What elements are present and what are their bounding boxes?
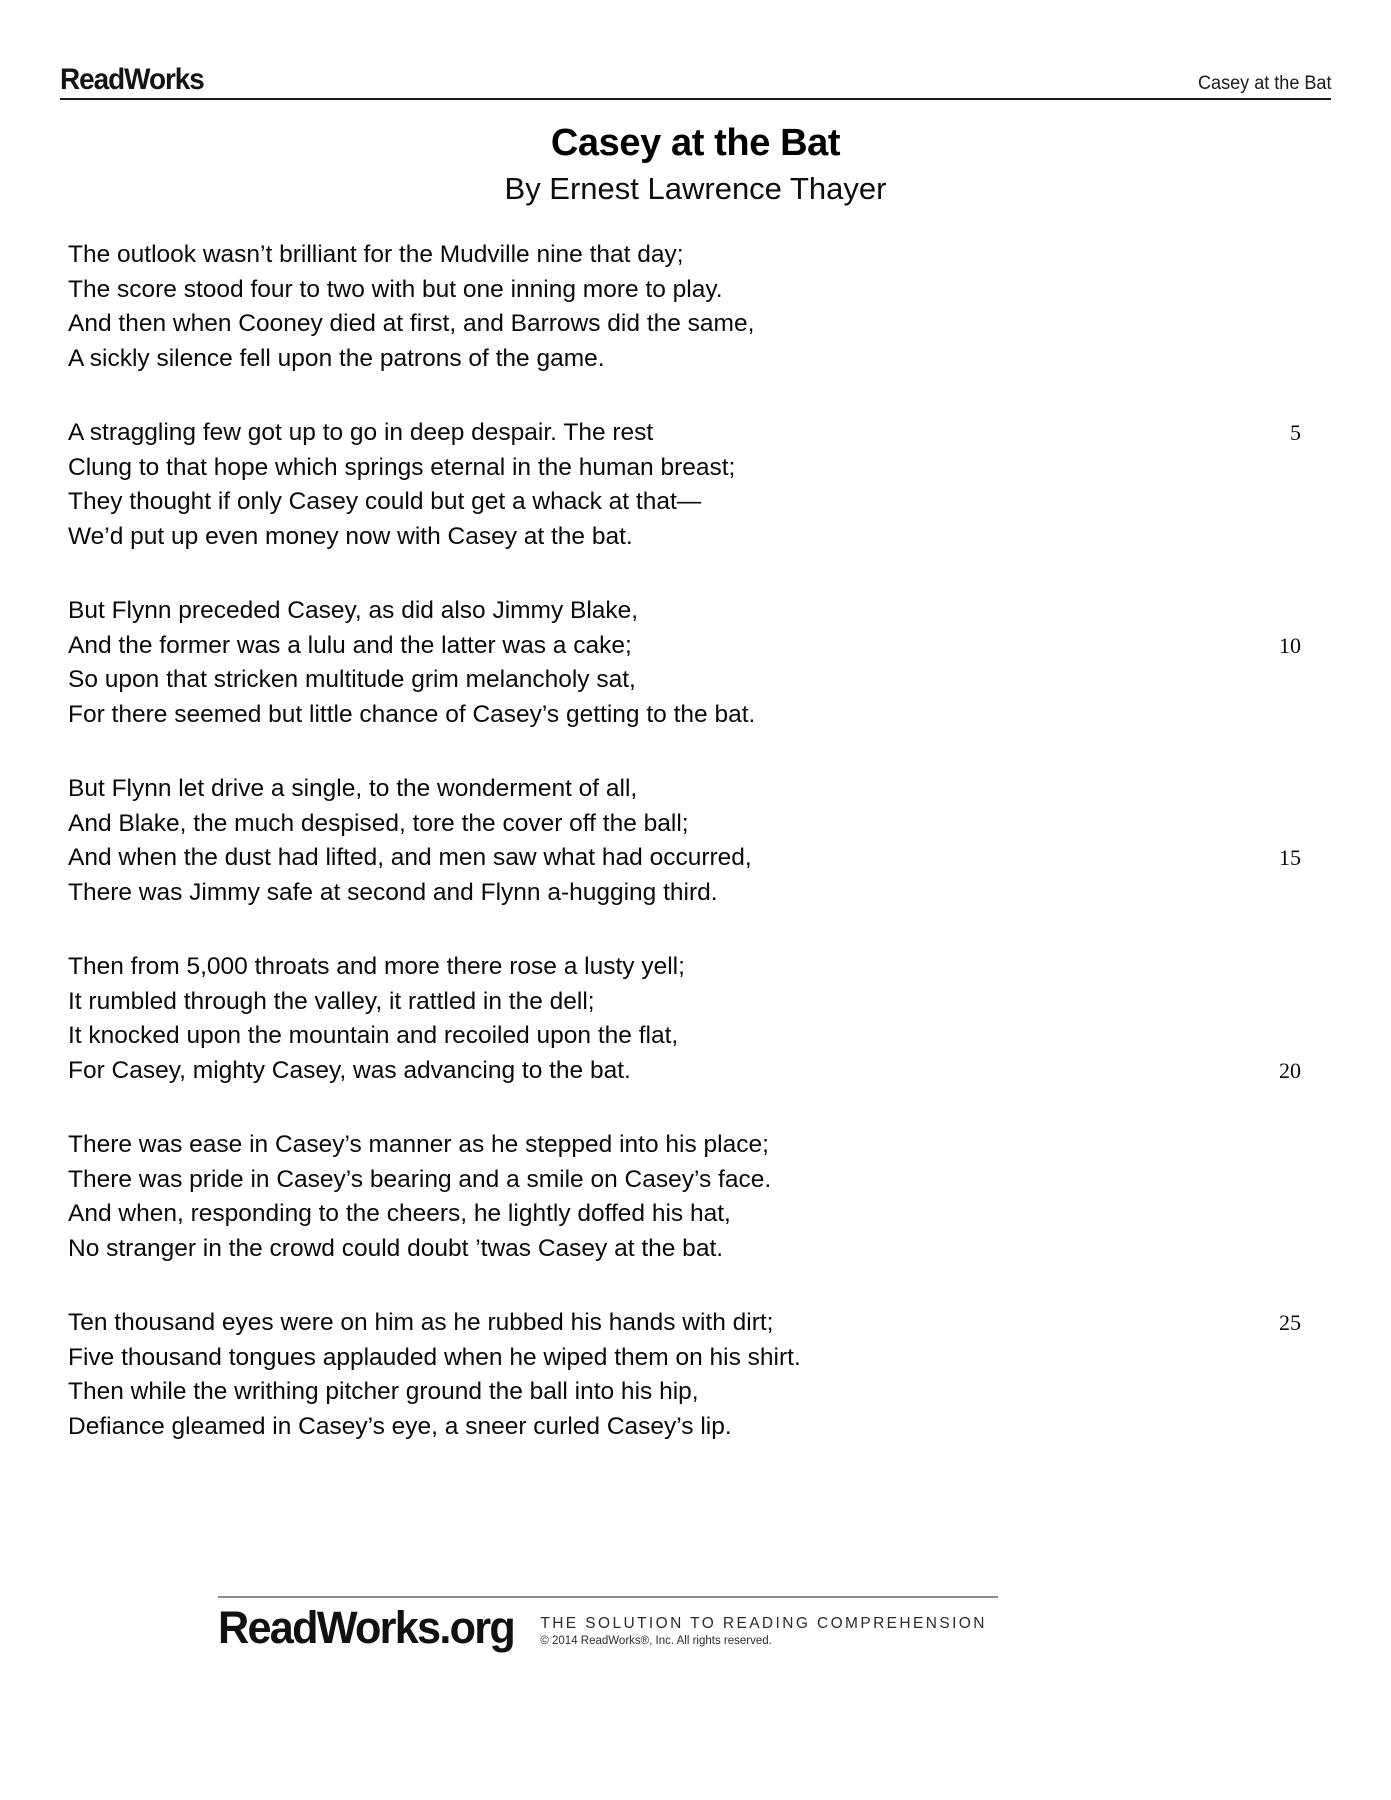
poem-line-text: For there seemed but little chance of Casey’s getting to the bat. (68, 700, 756, 728)
poem-stanza (68, 416, 1331, 554)
poem-line-number: 15 (1279, 845, 1301, 870)
poem-line (68, 594, 1331, 629)
poem-line (68, 807, 1331, 842)
poem-line-text: It knocked upon the mountain and recoiled upon the flat, (68, 1022, 679, 1049)
poem-stanza (68, 594, 1331, 732)
poem-stanza (68, 238, 1331, 376)
poem-line (68, 1054, 1331, 1089)
poem-line-number: 5 (1290, 420, 1301, 445)
poem-line-text: And when the dust had lifted, and men saw what had occurred, (68, 844, 752, 871)
poem-line (68, 451, 1331, 486)
footer-copyright: © 2014 ReadWorks®, Inc. All rights reserved. (540, 1635, 772, 1648)
poem-line-text: There was Jimmy safe at second and Flynn a-hugging third. (68, 878, 718, 906)
page-header (60, 58, 1331, 100)
poem-line-text: The outlook wasn’t brilliant for the Mudville nine that day; (68, 241, 684, 268)
poem-line (68, 841, 1331, 876)
poem-line-number: 20 (1279, 1057, 1301, 1083)
poem-line (68, 698, 1331, 733)
readworks-logo: ReadWorks (60, 63, 204, 96)
poem-line (68, 1306, 1331, 1341)
poem-line-text: The score stood four to two with but one inning more to play. (68, 275, 723, 303)
poem-line-text: And Blake, the much despised, tore the cover off the ball; (68, 809, 689, 837)
poem-line-text: Then while the writhing pitcher ground the ball into his hip, (68, 1378, 699, 1405)
poem-line (68, 342, 1331, 377)
poem-line-text: Five thousand tongues applauded when he wiped them on his shirt. (68, 1343, 801, 1371)
poem-line (68, 238, 1331, 273)
poem-line-text: They thought if only Casey could but get a whack at that— (68, 488, 702, 515)
poem-line (68, 520, 1331, 555)
poem-line (68, 1128, 1331, 1163)
poem-line-number: 25 (1279, 1310, 1301, 1335)
poem-line (68, 629, 1331, 664)
poem-line-text: But Flynn preceded Casey, as did also Jimmy Blake, (68, 597, 639, 624)
poem-line (68, 485, 1331, 520)
poem-line-text: No stranger in the crowd could doubt ’twas Casey at the bat. (68, 1234, 724, 1262)
poem-line (68, 772, 1331, 807)
poem-line (68, 950, 1331, 985)
poem-line-text: And then when Cooney died at first, and Barrows did the same, (68, 310, 755, 337)
poem-line-text: Ten thousand eyes were on him as he rubbed his hands with dirt; (68, 1309, 774, 1336)
poem-line-text: There was ease in Casey’s manner as he stepped into his place; (68, 1131, 769, 1158)
poem-line (68, 663, 1331, 698)
poem-line-text: There was pride in Casey’s bearing and a smile on Casey’s face. (68, 1165, 772, 1193)
poem-line-text: So upon that stricken multitude grim melancholy sat, (68, 666, 636, 693)
poem-line-text: A sickly silence fell upon the patrons of the game. (68, 344, 605, 372)
poem-line (68, 1375, 1331, 1410)
footer-tagline: THE SOLUTION TO READING COMPREHENSION (540, 1615, 987, 1632)
title-block (0, 122, 1391, 207)
poem-line (68, 1410, 1331, 1445)
poem-line (68, 416, 1331, 451)
author-byline: By Ernest Lawrence Thayer (504, 170, 887, 206)
page-footer (218, 1596, 1008, 1651)
poem-line (68, 307, 1331, 342)
poem-line (68, 1232, 1331, 1267)
poem-line-number: 10 (1279, 632, 1301, 658)
poem-body (68, 238, 1331, 1444)
poem-line-text: Clung to that hope which springs eternal in the human breast; (68, 453, 736, 481)
footer-divider (218, 1596, 998, 1598)
poem-line-text: And the former was a lulu and the latter was a cake; (68, 631, 632, 659)
poem-line (68, 985, 1331, 1020)
poem-line (68, 876, 1331, 911)
poem-stanza (68, 1306, 1331, 1444)
poem-line (68, 273, 1331, 308)
poem-stanza (68, 1128, 1331, 1266)
readworks-org-logo: ReadWorks.org (218, 1602, 515, 1653)
poem-line-text: For Casey, mighty Casey, was advancing to the bat. (68, 1056, 631, 1084)
poem-line-text: And when, responding to the cheers, he lightly doffed his hat, (68, 1200, 731, 1227)
poem-line-text: We’d put up even money now with Casey at the bat. (68, 522, 633, 550)
poem-line-text: But Flynn let drive a single, to the wonderment of all, (68, 775, 638, 802)
poem-stanza (68, 950, 1331, 1088)
poem-line (68, 1341, 1331, 1376)
poem-line (68, 1163, 1331, 1198)
poem-line (68, 1019, 1331, 1054)
poem-line-text: Defiance gleamed in Casey’s eye, a sneer curled Casey’s lip. (68, 1412, 732, 1440)
page-title: Casey at the Bat (550, 122, 841, 164)
poem-line (68, 1197, 1331, 1232)
poem-line-text: It rumbled through the valley, it rattled in the dell; (68, 987, 595, 1015)
poem-line-text: A straggling few got up to go in deep despair. The rest (68, 419, 654, 446)
poem-line-text: Then from 5,000 throats and more there rose a lusty yell; (68, 953, 685, 980)
poem-stanza (68, 772, 1331, 910)
header-document-title: Casey at the Bat (1197, 73, 1331, 94)
